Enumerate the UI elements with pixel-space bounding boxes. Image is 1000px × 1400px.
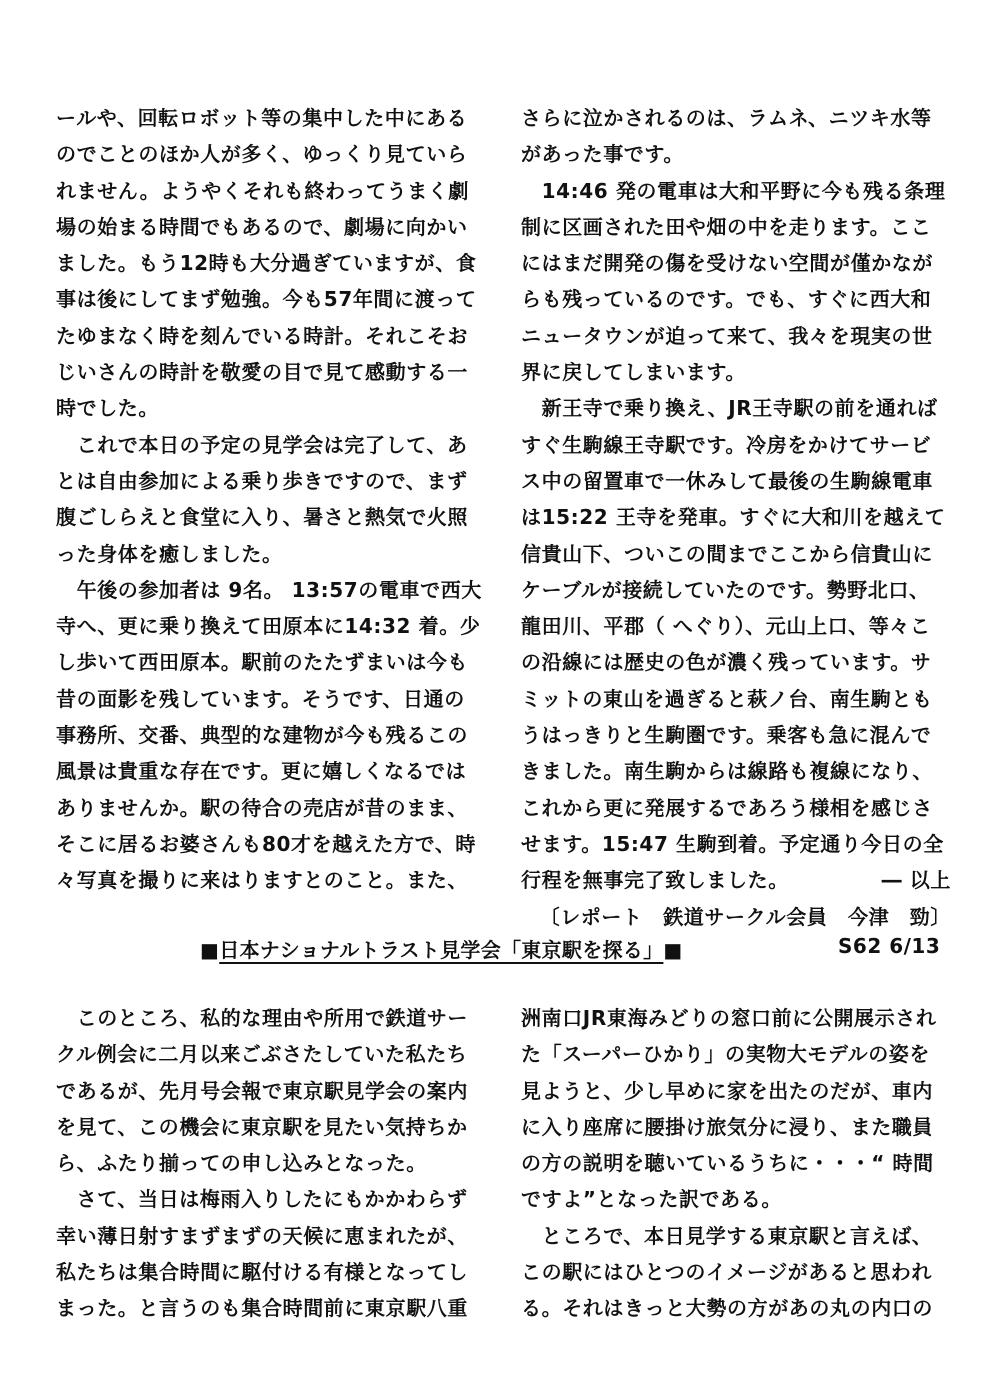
text-line: 界に戻してしまいます。 xyxy=(521,360,746,385)
text-line: さて、当日は梅雨入りしたにもかかわらず xyxy=(56,1187,468,1212)
text-line: 幸い薄日射すまずまずの天候に恵まれたが、 xyxy=(56,1223,468,1248)
text-line: 風景は貴重な存在です。更に嬉しくなるでは xyxy=(56,759,467,784)
text-line: 制に区画された田や畑の中を走ります。ここ xyxy=(521,214,932,239)
text-line: し歩いて西田原本。駅前のたたずまいは今も xyxy=(56,650,468,675)
heading-square-open: ■ xyxy=(200,938,220,962)
text-line: この駅にはひとつのイメージがあると思われ xyxy=(521,1260,932,1285)
text-line: まった。と言うのも集合時間前に東京駅八重 xyxy=(56,1296,468,1321)
text-line: そこに居るお婆さんも80才を越えた方で、時 xyxy=(56,831,477,856)
text-line: 龍田川、平郡（ へぐり）、元山上口、等々こ xyxy=(521,614,931,639)
text-line: ら、ふたり揃っての申し込みとなった。 xyxy=(56,1151,427,1176)
text-line: であるが、先月号会報で東京駅見学会の案内 xyxy=(56,1078,468,1103)
text-line: 々写真を撮りに来はりますとのこと。また、 xyxy=(56,868,468,893)
text-line: クル例会に二月以来ごぶさたしていた私たち xyxy=(56,1042,468,1067)
text-line: た「スーパーひかり」の実物大モデルの姿を xyxy=(521,1042,930,1067)
closing-line xyxy=(521,862,951,898)
report-credit-text: 〔レポート 鉄道サークル会員 今津 勁〕 xyxy=(539,904,951,929)
text-line: たゆまなく時を刻んでいる時計。それこそお xyxy=(56,323,468,348)
text-line: せます。15:47 生駒到着。予定通り今日の全 xyxy=(521,831,944,856)
text-line: 昔の面影を残しています。そうです、日通の xyxy=(56,686,465,711)
text-line: ですよ”となった訳である。 xyxy=(521,1187,782,1212)
text-line: った身体を癒しました。 xyxy=(56,541,283,566)
text-line: があった事です。 xyxy=(521,142,684,167)
closing-line-text: 行程を無事完了致しました。 xyxy=(521,868,789,893)
end-mark: ― 以上 xyxy=(881,868,951,893)
text-line: は15:22 王寺を発車。すぐに大和川を越えて xyxy=(521,505,946,530)
top-right-lines xyxy=(521,100,951,862)
text-line: 私たちは集合時間に駆付ける有様となってし xyxy=(56,1260,468,1285)
text-line: れません。ようやくそれも終わってうまく劇 xyxy=(56,178,469,203)
bottom-left-column xyxy=(56,1000,486,1327)
text-line: 洲南口JR東海みどりの窓口前に公開展示され xyxy=(521,1006,937,1030)
text-line: の方の説明を聴いているうちに・・・“ 時間 xyxy=(521,1151,934,1176)
text-line: ニュータウンが迫って来て、我々を現実の世 xyxy=(521,323,933,348)
text-line: らも残っているのです。でも、すぐに西大和 xyxy=(521,287,932,312)
text-line: ところで、本日見学する東京駅と言えば、 xyxy=(521,1223,933,1248)
text-line: 信貴山下、ついこの間までここから信貴山に xyxy=(521,541,933,566)
text-line: とは自由参加による乗り歩きですので、まず xyxy=(56,468,468,493)
top-left-column xyxy=(56,100,486,899)
section-heading-text: 日本ナショナルトラスト見学会「東京駅を探る」 xyxy=(219,938,664,962)
section-date: S62 6/13 xyxy=(838,934,941,958)
text-line: うはっきりと生駒圏です。乗客も急に混んで xyxy=(521,723,932,748)
report-credit xyxy=(521,899,951,935)
text-line: 事は後にしてまず勉強。今も57年間に渡って xyxy=(56,287,477,312)
top-right-column xyxy=(521,100,951,935)
text-line: にはまだ開発の傷を受けない空間が僅かなが xyxy=(521,251,933,276)
text-line: 寺へ、更に乗り換えて田原本に14:32 着。少 xyxy=(56,614,481,639)
text-line: 時でした。 xyxy=(56,396,159,421)
text-line: ました。もう12時も大分過ぎていますが、食 xyxy=(56,251,477,276)
text-line: 場の始まる時間でもあるので、劇場に向かい xyxy=(56,214,468,239)
text-line: 新王寺で乗り換え、JR王寺駅の前を通れば xyxy=(521,396,938,421)
section-heading xyxy=(200,934,683,963)
text-line: 14:46 発の電車は大和平野に今も残る条理 xyxy=(521,178,946,203)
text-line: る。それはきっと大勢の方があの丸の内口の xyxy=(521,1296,933,1321)
text-line: ールや、回転ロボット等の集中した中にある xyxy=(56,106,468,130)
text-line: 腹ごしらえと食堂に入り、暑さと熱気で火照 xyxy=(56,505,468,530)
text-line: ケーブルが接続していたのです。勢野北口、 xyxy=(521,577,930,602)
text-line: のでことのほか人が多く、ゆっくり見ていら xyxy=(56,142,468,167)
text-line: きました。南生駒からは線路も複線になり、 xyxy=(521,759,933,784)
text-line: に入り座席に腰掛け旅気分に浸り、また職員 xyxy=(521,1114,933,1139)
text-line: このところ、私的な理由や所用で鉄道サー xyxy=(56,1006,468,1030)
text-line: の沿線には歴史の色が濃く残っています。サ xyxy=(521,650,932,675)
text-line: 見ようと、少し早めに家を出たのだが、車内 xyxy=(521,1078,933,1103)
bottom-right-column xyxy=(521,1000,951,1327)
heading-square-close: ■ xyxy=(663,938,683,962)
text-line: これから更に発展するであろう様相を感じさ xyxy=(521,795,933,820)
text-line: じいさんの時計を敬愛の目で見て感動する一 xyxy=(56,360,468,385)
text-line: 事務所、交番、典型的な建物が今も残るこの xyxy=(56,723,468,748)
text-line: を見て、この機会に東京駅を見たい気持ちか xyxy=(56,1114,468,1139)
text-line: これで本日の予定の見学会は完了して、あ xyxy=(56,432,468,457)
text-line: さらに泣かされるのは、ラムネ、ニツキ水等 xyxy=(521,106,932,130)
text-line: ありませんか。駅の待合の売店が昔のまま、 xyxy=(56,795,468,820)
text-line: ミットの東山を過ぎると萩ノ台、南生駒とも xyxy=(521,686,933,711)
text-line: ス中の留置車で一休みして最後の生駒線電車 xyxy=(521,468,933,493)
text-line: 午後の参加者は 9名。 13:57の電車で西大 xyxy=(56,577,482,602)
text-line: すぐ生駒線王寺駅です。冷房をかけてサービ xyxy=(521,432,932,457)
